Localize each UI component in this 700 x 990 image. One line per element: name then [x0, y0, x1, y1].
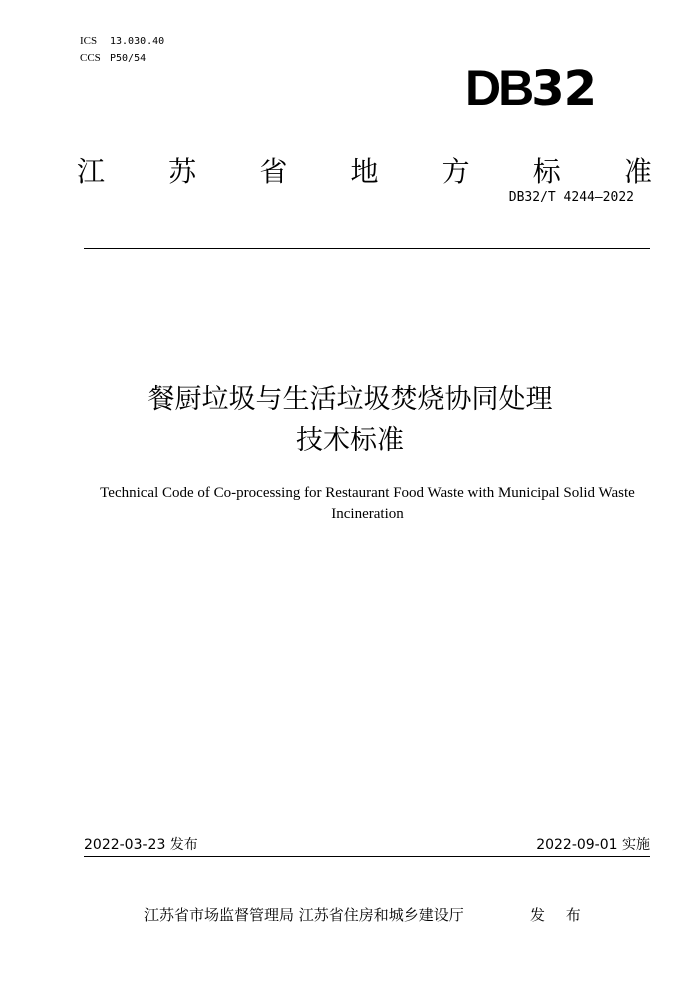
header-divider	[84, 248, 650, 249]
standard-type-char: 省	[259, 155, 288, 188]
standard-number: DB32/T 4244—2022	[508, 190, 634, 205]
footer-divider	[84, 856, 650, 857]
title-chinese-line1: 餐厨垃圾与生活垃圾焚烧协同处理	[147, 384, 553, 415]
ccs-value: P50/54	[110, 53, 147, 64]
title-chinese-line2: 技术标准	[296, 425, 404, 456]
logo-db: DB	[464, 60, 532, 116]
implement-date: 2022-09-01 实施	[536, 837, 650, 853]
ccs-line	[80, 50, 164, 67]
standard-type-char: 江	[77, 155, 106, 188]
ics-label: ICS	[80, 35, 98, 47]
classification-codes	[80, 33, 164, 67]
title-english: Technical Code of Co-processing for Restaurant Food Waste with Municipal Solid Waste Incineration	[100, 485, 635, 522]
ics-value: 13.030.40	[110, 36, 165, 47]
standard-type-char: 准	[623, 155, 652, 188]
publish-date: 2022-03-23 发布	[84, 837, 198, 853]
standard-type-char: 苏	[168, 155, 197, 188]
standard-type-char: 标	[532, 155, 561, 188]
issue-label: 发 布	[530, 906, 589, 924]
ccs-label: CCS	[80, 52, 101, 64]
logo-number: 32	[531, 61, 596, 117]
ics-line	[80, 33, 164, 50]
standard-type-char: 方	[441, 155, 470, 188]
db32-logo	[465, 60, 596, 117]
standard-type	[77, 152, 652, 192]
standard-type-char: 地	[350, 155, 379, 188]
issuing-authorities: 江苏省市场监督管理局 江苏省住房和城乡建设厅	[144, 906, 464, 924]
